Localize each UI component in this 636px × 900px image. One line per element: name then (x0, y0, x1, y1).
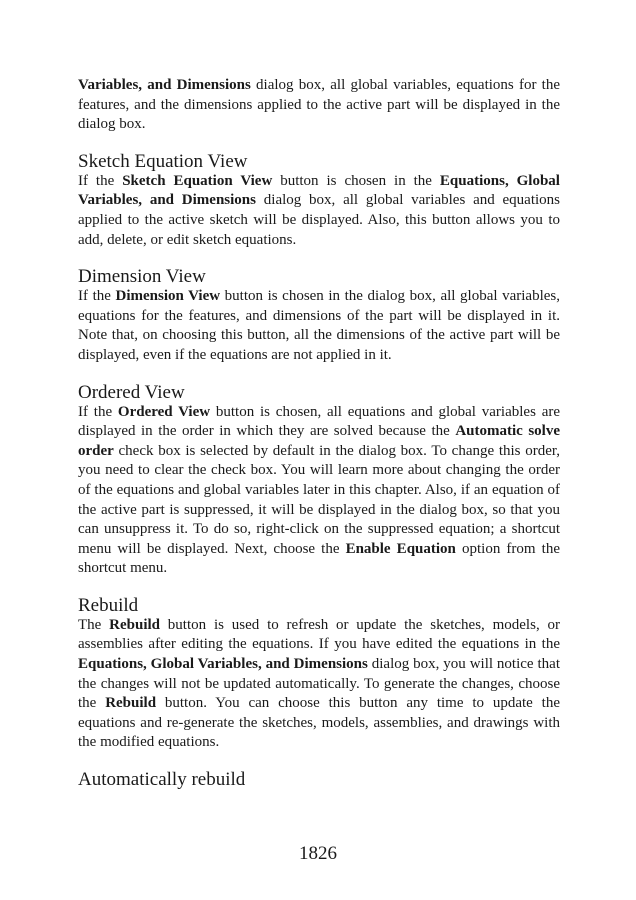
rebuild-paragraph (78, 616, 560, 753)
heading-automatically-rebuild: Automatically rebuild (78, 769, 246, 791)
bold-term: Automatic solve order (78, 423, 561, 459)
heading-dimension-view: Dimension View (78, 266, 206, 288)
bold-term: Sketch Equation View (122, 172, 273, 189)
dimension-view-paragraph (78, 287, 560, 365)
intro-paragraph (78, 76, 560, 135)
bold-term: Equations, Global Variables, and Dimensions (78, 656, 368, 673)
text-run: check box is selected by default in the dialog box. To change this order, you need to clear the check box. You will learn more about changing the order of the equations and global variables later in this chapter. Also, if an equation of the active part is suppressed, it will be displayed in the dialog box, so that you can unsuppress it. To do so, right-click on the suppressed equation; a shortcut menu will be displayed. Next, choose the (78, 442, 560, 557)
bold-term: Rebuild (109, 616, 160, 633)
bold-term: Ordered View (117, 403, 211, 420)
sketch-equation-view-paragraph (78, 172, 560, 250)
bold-term: Variables, and Dimensions (78, 77, 251, 93)
page-number: 1826 (299, 843, 337, 864)
text-run: button. You can choose this button any time to update the equations and re-generate the sketches, models, assemblies, and drawings with the modified equations. (78, 695, 560, 751)
text-run: The (78, 616, 110, 633)
text-run: If the (78, 172, 123, 189)
bold-term: Equations, Global Variables, and Dimensions (78, 172, 560, 209)
text-run: If the (78, 288, 116, 305)
heading-sketch-equation-view: Sketch Equation View (78, 150, 248, 172)
text-run: dialog box, you will notice that the changes will not be updated automatically. To generate the changes, choose the (78, 656, 560, 712)
text-run: dialog box, all global variables and equations applied to the active sketch will be displayed. Also, this button allows you to add, delete, or edit sketch equations. (78, 192, 561, 248)
bold-term: Rebuild (105, 695, 157, 712)
text-run: button is chosen in the dialog box, all global variables, equations for the features, and dimensions of the part will be displayed in it. Note that, on choosing this button, all the dimensions of the active part will be displayed, even if the equations are not applied in it. (78, 288, 560, 363)
text-run: If the (78, 403, 118, 420)
text-run: button is used to refresh or update the sketches, models, or assemblies after editing the equations. If you have edited the equations in the (78, 616, 560, 653)
heading-rebuild: Rebuild (78, 594, 139, 616)
text-run: dialog box, all global variables, equations for the features, and the dimensions applied to the active part will be displayed in the dialog box. (78, 77, 561, 133)
text-run: button is chosen in the (272, 172, 440, 189)
bold-term: Dimension View (115, 288, 221, 305)
text-run: button is chosen, all equations and global variables are displayed in the order in which they are solved because the (78, 403, 561, 440)
text-run: option from the shortcut menu. (78, 540, 560, 577)
bold-term: Enable Equation (345, 540, 456, 557)
page-content (78, 76, 560, 790)
heading-ordered-view: Ordered View (78, 381, 185, 403)
ordered-view-paragraph (78, 403, 560, 579)
